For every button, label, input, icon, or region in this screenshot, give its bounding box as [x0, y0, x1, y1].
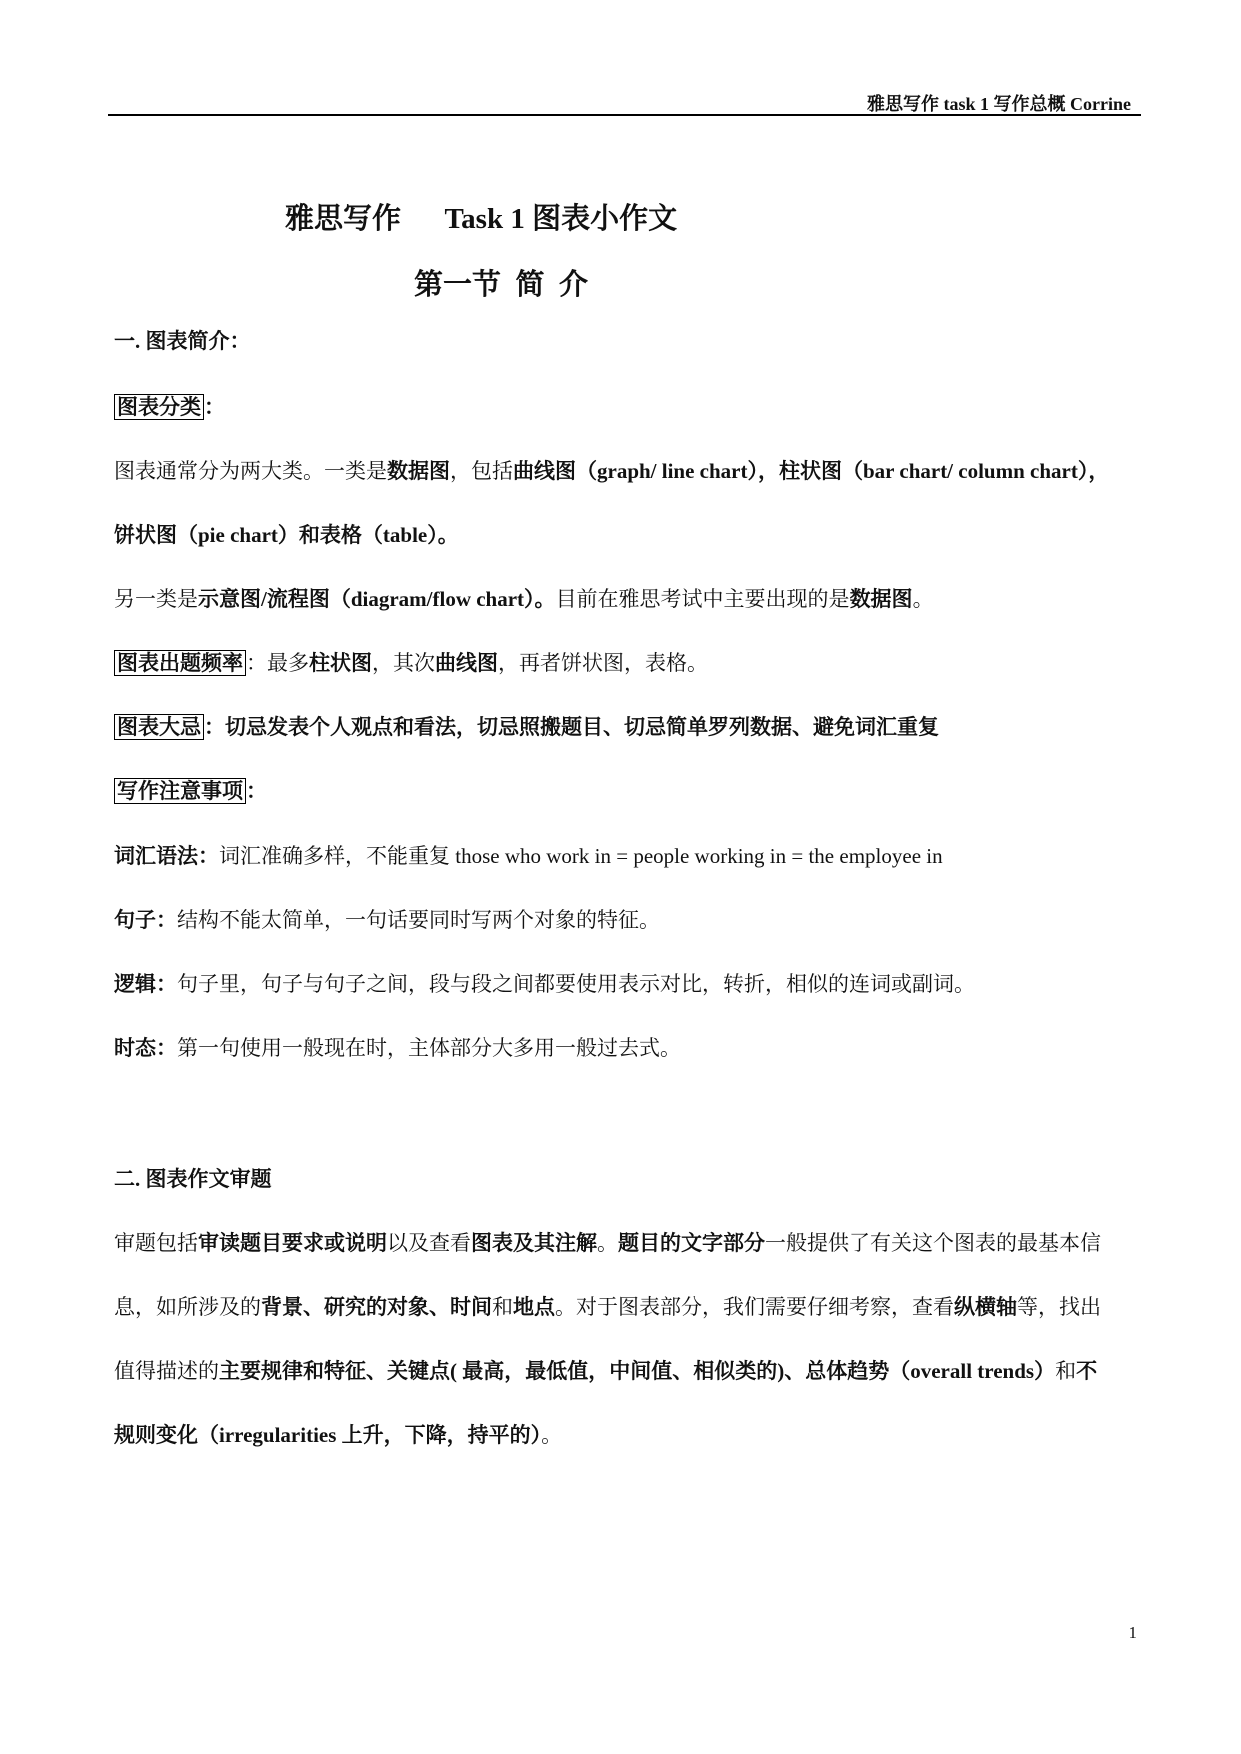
- note-sentence: [114, 905, 1144, 935]
- section-2-heading: 二. 图表作文审题: [114, 1167, 272, 1191]
- text-run: ，再者饼状图，表格。: [498, 651, 708, 675]
- text-run: 曲线图: [435, 651, 498, 675]
- taboo-text: [204, 715, 939, 739]
- note-label: 词汇语法：: [114, 844, 219, 868]
- note-vocabulary: [114, 841, 1144, 871]
- note-label: 逻辑：: [114, 972, 177, 996]
- classification-colon: ：: [204, 395, 225, 419]
- section-title: 第一节 简 介: [414, 269, 589, 301]
- frequency-text: [246, 651, 708, 675]
- text-run: 目前在雅思考试中主要出现的是: [555, 587, 850, 611]
- text-run: 纵横轴: [954, 1295, 1017, 1319]
- text-run: 背景、研究的对象、时间: [261, 1295, 492, 1319]
- text-run: 主要规律和特征、关键点( 最高，最低值，中间值、相似类的)、总体趋势（overall trends）: [219, 1359, 1056, 1383]
- text-run: 审读题目要求或说明: [198, 1231, 387, 1255]
- text-run: 曲线图（graph/ line chart），柱状图: [513, 459, 842, 483]
- text-run: 数据图: [387, 459, 450, 483]
- text-run: （bar chart/ column chart），: [842, 459, 1110, 483]
- text-run: 一般提供了有关这个图表的最基本信: [765, 1231, 1101, 1255]
- text-run: 另一类是: [114, 587, 198, 611]
- text-run: 不: [1076, 1359, 1098, 1383]
- note-label: 句子：: [114, 908, 177, 932]
- classification-line-2: [114, 520, 1144, 550]
- text-run: ，其次: [372, 651, 435, 675]
- text-run: ：切忌发表个人观点和看法，切忌照搬题目、切忌简单罗列数据、避免词汇重复: [204, 715, 939, 739]
- text-run: 图表及其注解: [471, 1231, 597, 1255]
- note-label: 时态：: [114, 1036, 177, 1060]
- text-run: 柱状图: [309, 651, 372, 675]
- review-paragraph-line-1: [114, 1228, 1144, 1258]
- document-title: 雅思写作 Task 1 图表小作文: [285, 203, 678, 235]
- text-run: 。对于图表部分，我们需要仔细考察，查看: [555, 1295, 954, 1319]
- frequency-label: 图表出题频率: [114, 650, 246, 676]
- classification-line-1: [114, 456, 1144, 486]
- text-run: 息，如所涉及的: [114, 1295, 261, 1319]
- text-run: 地点: [513, 1295, 555, 1319]
- classification-label: 图表分类: [114, 394, 204, 420]
- note-text: 结构不能太简单，一句话要同时写两个对象的特征。: [177, 908, 660, 932]
- classification-line-3: [114, 584, 1144, 614]
- text-run: 。: [597, 1231, 618, 1255]
- text-run: 示意图/流程图（diagram/flow chart）。: [198, 587, 556, 611]
- review-paragraph-line-2: [114, 1292, 1144, 1322]
- review-paragraph-line-4: [114, 1420, 1144, 1450]
- note-text: 句子里，句子与句子之间，段与段之间都要使用表示对比，转折，相似的连词或副词。: [177, 972, 975, 996]
- text-run: 审题包括: [114, 1231, 198, 1255]
- note-text: 词汇准确多样，不能重复 those who work in = people working in = the employee in: [219, 844, 943, 868]
- text-run: 。: [912, 587, 934, 611]
- running-header: 雅思写作 task 1 写作总概 Corrine: [867, 94, 1131, 114]
- text-run: ：最多: [246, 651, 309, 675]
- notes-heading: [114, 776, 1144, 806]
- section-1-heading: 一. 图表简介：: [114, 329, 251, 353]
- text-run: 题目的文字部分: [618, 1231, 765, 1255]
- text-run: ，包括: [450, 459, 513, 483]
- note-logic: [114, 969, 1144, 999]
- note-text: 第一句使用一般现在时，主体部分大多用一般过去式。: [177, 1036, 681, 1060]
- text-run: 等，找出: [1017, 1295, 1101, 1319]
- frequency-line: [114, 648, 1144, 678]
- text-run: 规则变化（irregularities 上升，下降，持平的）: [114, 1423, 542, 1447]
- page-number: 1: [1128, 1623, 1137, 1642]
- notes-label: 写作注意事项: [114, 778, 246, 804]
- taboo-line: [114, 712, 1144, 742]
- review-paragraph-line-3: [114, 1356, 1144, 1386]
- notes-colon: ：: [246, 779, 267, 803]
- text-run: 。: [541, 1423, 563, 1447]
- classification-heading: [114, 392, 1144, 422]
- header-rule: [108, 114, 1141, 116]
- text-run: 数据图: [849, 587, 913, 611]
- text-run: 图表通常分为两大类。一类是: [114, 459, 387, 483]
- text-run: 以及查看: [387, 1231, 471, 1255]
- text-run: 和: [492, 1295, 513, 1319]
- text-run: 和: [1055, 1359, 1077, 1383]
- note-tense: [114, 1033, 1144, 1063]
- taboo-label: 图表大忌: [114, 714, 204, 740]
- text-run: 值得描述的: [114, 1359, 219, 1383]
- text-run: 饼状图（pie chart）和表格（table）。: [114, 523, 459, 547]
